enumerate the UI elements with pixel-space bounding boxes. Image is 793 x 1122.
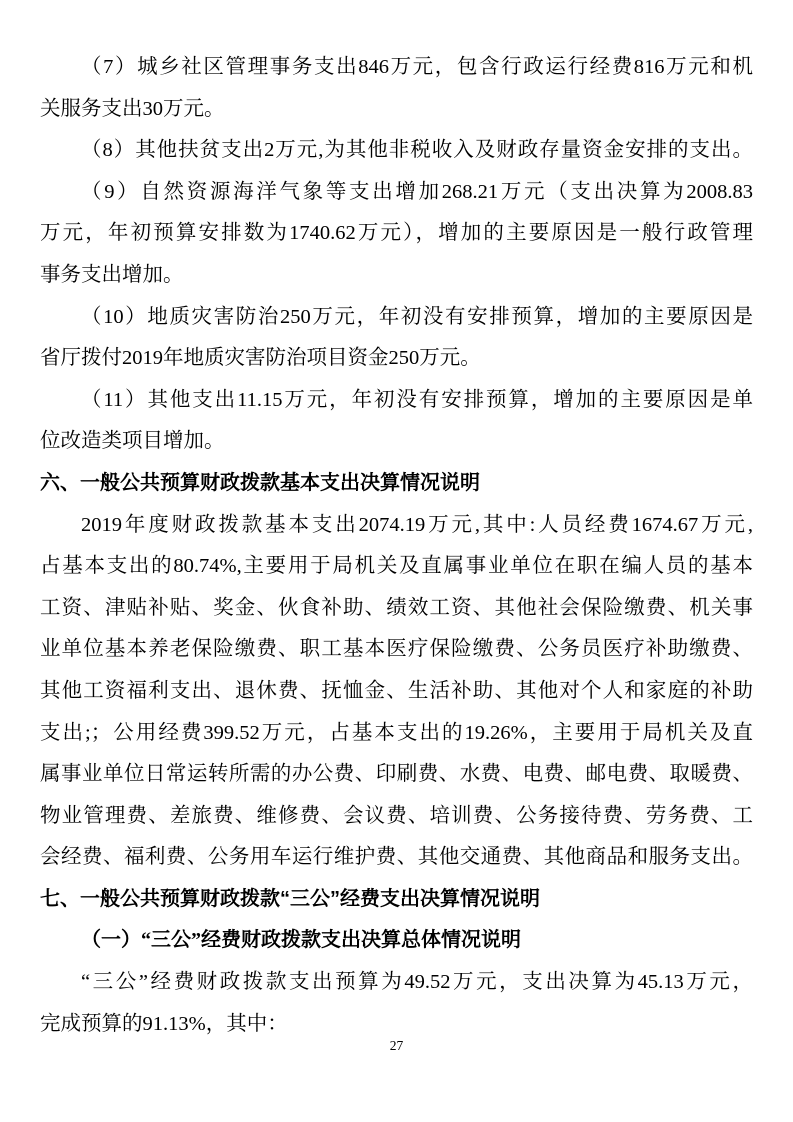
paragraph-line: 工资、津贴补贴、奖金、伙食补助、绩效工资、其他社会保险缴费、机关事 <box>40 596 753 619</box>
paragraph-line: （11）其他支出11.15万元，年初没有安排预算，增加的主要原因是单 <box>81 388 753 411</box>
paragraph-line: 关服务支出30万元。 <box>40 97 225 120</box>
paragraph-line: 属事业单位日常运转所需的办公费、印刷费、水费、电费、邮电费、取暖费、 <box>40 763 753 786</box>
paragraph-line: 位改造类项目增加。 <box>40 430 225 453</box>
paragraph-line: （10）地质灾害防治250万元，年初没有安排预算，增加的主要原因是 <box>81 305 753 328</box>
paragraph-line: 事务支出增加。 <box>40 263 184 286</box>
document-content <box>40 47 753 1045</box>
paragraph-line: 会经费、福利费、公务用车运行维护费、其他交通费、其他商品和服务支出。 <box>40 846 753 869</box>
paragraph-line: 占基本支出的80.74%,主要用于局机关及直属事业单位在职在编人员的基本 <box>40 555 753 578</box>
paragraph-line: （8）其他扶贫支出2万元,为其他非税收入及财政存量资金安排的支出。 <box>81 139 753 162</box>
paragraph-line: 2019年度财政拨款基本支出2074.19万元,其中:人员经费1674.67万元, <box>81 513 753 536</box>
subsection-heading: （一）“三公”经费财政拨款支出决算总体情况说明 <box>81 929 521 952</box>
page-number: 27 <box>389 1038 404 1053</box>
paragraph-line: 完成预算的91.13%，其中： <box>40 1012 288 1035</box>
paragraph-line: 物业管理费、差旅费、维修费、会议费、培训费、公务接待费、劳务费、工 <box>40 804 753 827</box>
paragraph-line: 万元，年初预算安排数为1740.62万元），增加的主要原因是一般行政管理 <box>40 222 753 245</box>
section-heading: 六、一般公共预算财政拨款基本支出决算情况说明 <box>40 471 480 494</box>
paragraph-line: （7）城乡社区管理事务支出846万元，包含行政运行经费816万元和机 <box>81 56 753 78</box>
paragraph-line: 其他工资福利支出、退休费、抚恤金、生活补助、其他对个人和家庭的补助 <box>40 679 753 702</box>
paragraph-line: 省厅拨付2019年地质灾害防治项目资金250万元。 <box>40 347 481 370</box>
paragraph-line: （9）自然资源海洋气象等支出增加268.21万元（支出决算为2008.83 <box>81 180 753 203</box>
section-heading: 七、一般公共预算财政拨款“三公”经费支出决算情况说明 <box>40 887 540 910</box>
paragraph-line: 业单位基本养老保险缴费、职工基本医疗保险缴费、公务员医疗补助缴费、 <box>40 638 753 661</box>
paragraph-line: “三公”经费财政拨款支出预算为49.52万元，支出决算为45.13万元， <box>81 971 753 994</box>
paragraph-line: 支出;；公用经费399.52万元，占基本支出的19.26%，主要用于局机关及直 <box>40 721 753 744</box>
